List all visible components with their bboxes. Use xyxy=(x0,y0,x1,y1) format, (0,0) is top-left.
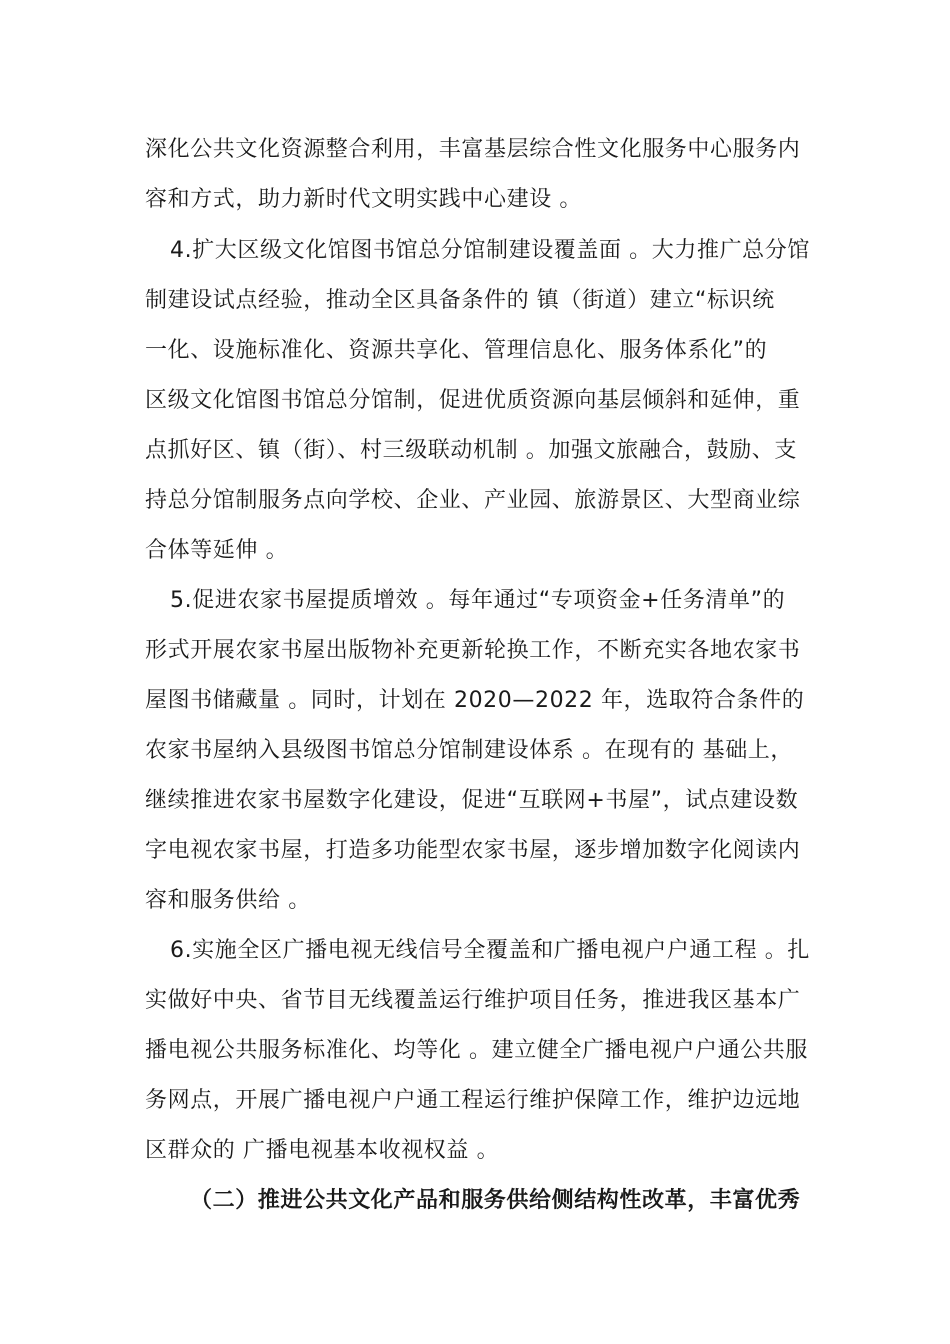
paragraph-4-heading-line: 4.扩大区级文化馆图书馆总分馆制建设覆盖面 。大力推广总分馆 xyxy=(170,238,810,263)
text-line: 深化公共文化资源整合利用，丰富基层综合性文化服务中心服务内 xyxy=(145,137,801,162)
text-line: 字电视农家书屋，打造多功能型农家书屋，逐步增加数字化阅读内 xyxy=(145,838,801,863)
section-heading: （二）推进公共文化产品和服务供给侧结构性改革，丰富优秀 xyxy=(190,1188,801,1213)
text-line: 继续推进农家书屋数字化建设，促进“互联网+书屋”，试点建设数 xyxy=(145,788,799,813)
text-line: 区群众的 广播电视基本收视权益 。 xyxy=(145,1138,500,1163)
text-line: 点抓好区、镇（街）、村三级联动机制 。加强文旅融合，鼓励、支 xyxy=(145,438,797,463)
text-line: 合体等延伸 。 xyxy=(145,538,289,563)
text-line: 区级文化馆图书馆总分馆制，促进优质资源向基层倾斜和延伸，重 xyxy=(145,388,801,413)
text-line: 务网点，开展广播电视户户通工程运行维护保障工作，维护边远地 xyxy=(145,1088,801,1113)
text-line: 制建设试点经验，推动全区具备条件的 镇（街道）建立“标识统 xyxy=(145,288,775,313)
text-line: 持总分馆制服务点向学校、企业、产业园、旅游景区、大型商业综 xyxy=(145,488,801,513)
text-line: 容和服务供给 。 xyxy=(145,888,311,913)
text-line: 实做好中央、省节目无线覆盖运行维护项目任务，推进我区基本广 xyxy=(145,988,801,1013)
text-line: 容和方式，助力新时代文明实践中心建设 。 xyxy=(145,187,582,212)
paragraph-5-heading-line: 5.促进农家书屋提质增效 。每年通过“专项资金+任务清单”的 xyxy=(170,588,786,613)
text-line: 屋图书储藏量 。同时，计划在 2020—2022 年，选取符合条件的 xyxy=(145,688,805,713)
text-line: 一化、设施标准化、资源共享化、管理信息化、服务体系化”的 xyxy=(145,338,768,363)
text-line: 农家书屋纳入县级图书馆总分馆制建设体系 。在现有的 基础上， xyxy=(145,738,793,763)
text-line: 形式开展农家书屋出版物补充更新轮换工作，不断充实各地农家书 xyxy=(145,638,801,663)
text-line: 播电视公共服务标准化、均等化 。建立健全广播电视户户通公共服 xyxy=(145,1038,808,1063)
paragraph-6-heading-line: 6.实施全区广播电视无线信号全覆盖和广播电视户户通工程 。扎 xyxy=(170,938,810,963)
